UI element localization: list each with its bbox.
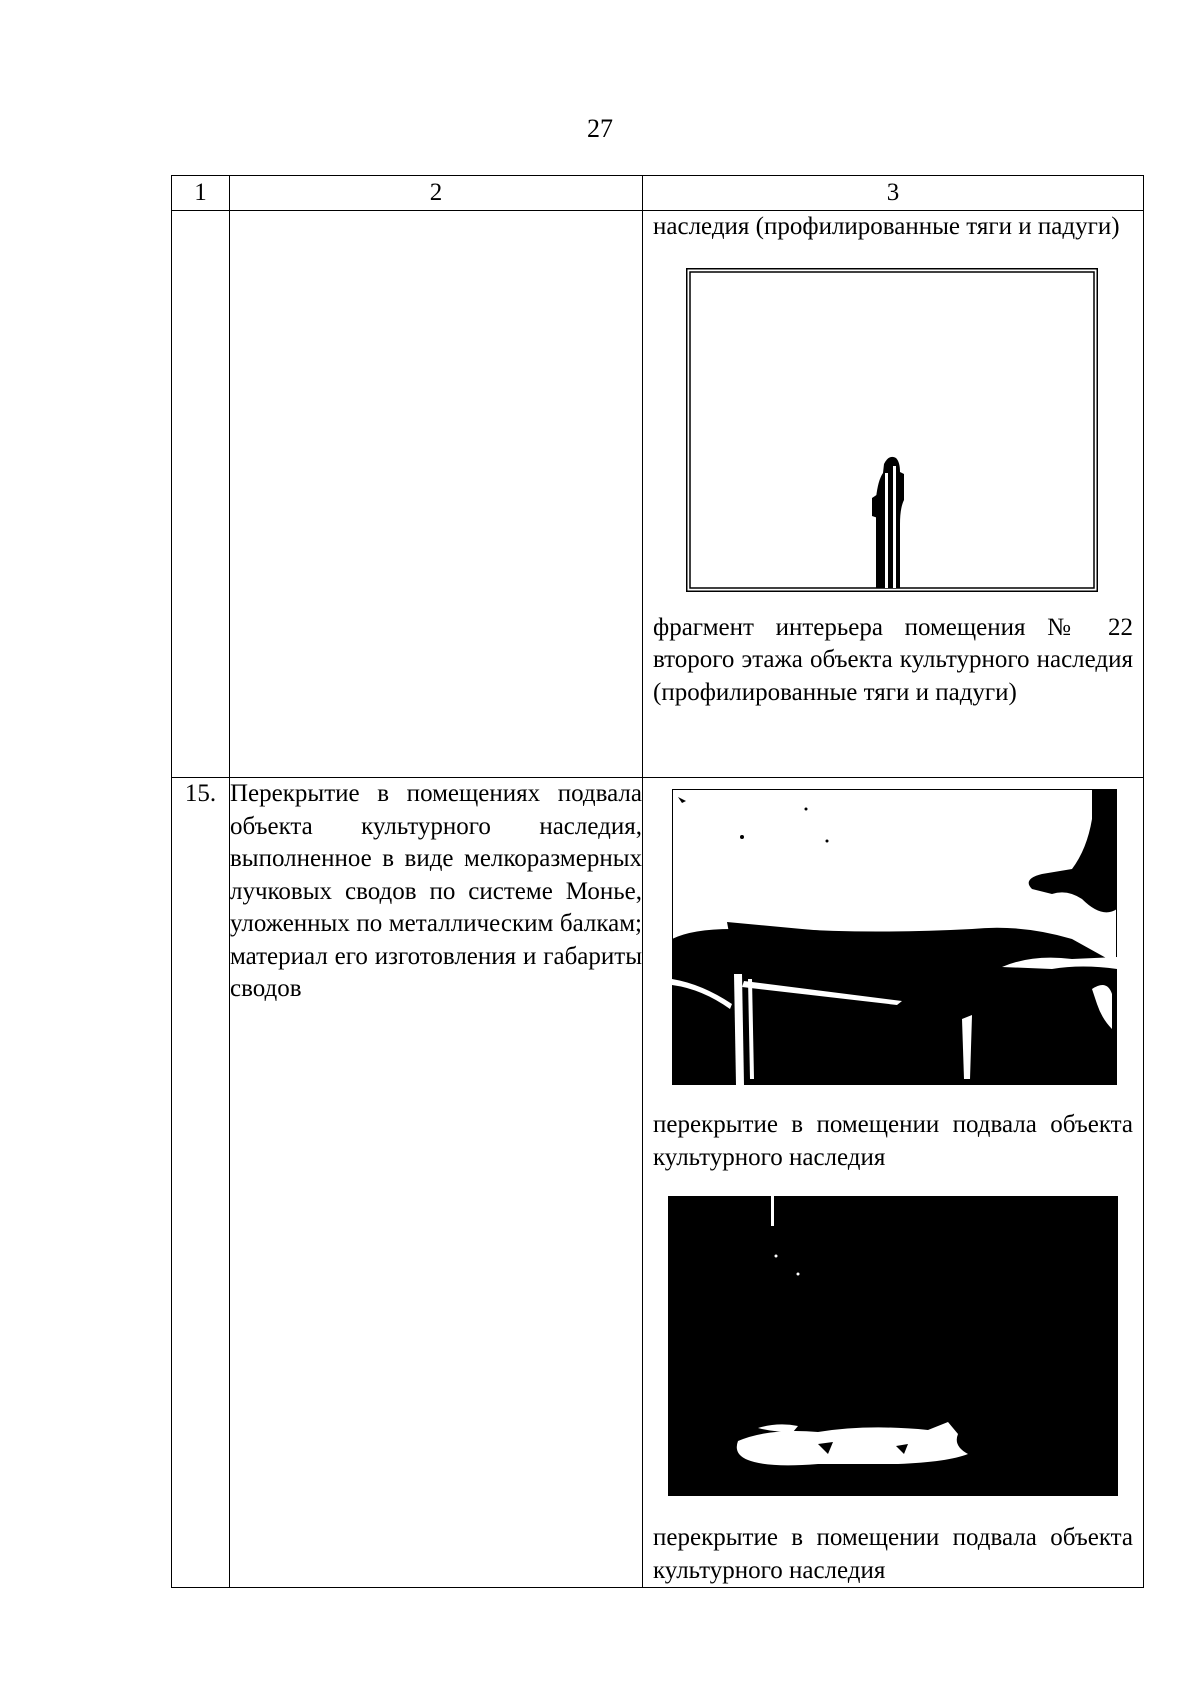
basement-photo-1-caption: перекрытие в помещении подвала объекта культурного наследия bbox=[653, 1111, 1133, 1171]
document-table bbox=[171, 175, 1144, 1588]
row-15-media-cell bbox=[643, 778, 1144, 1588]
header-col-2: 2 bbox=[230, 176, 643, 211]
header-col-1: 1 bbox=[172, 176, 230, 211]
table-row-continued bbox=[172, 211, 1144, 778]
row-continued-number-cell bbox=[172, 211, 230, 778]
page-number: 27 bbox=[587, 114, 613, 143]
row-15-number: 15. bbox=[172, 778, 230, 1588]
table-row-15 bbox=[172, 778, 1144, 1588]
basement-photo-2-caption: перекрытие в помещении подвала объекта культурного наследия bbox=[653, 1524, 1133, 1584]
continued-photo-caption: фрагмент интерьера помещения № 22 второго этажа объекта культурного наследия (профилированные тяги и падуги) bbox=[653, 613, 1133, 706]
basement-photo-1 bbox=[672, 789, 1143, 1085]
row-15-description: Перекрытие в помещениях подвала объекта культурного наследия, выполненное в виде мелкоразмерных лучковых сводов по системе Монье, уложенных по металлическим балкам; материал его изготовления и габариты сводов bbox=[230, 778, 643, 1588]
row-continued-description-cell bbox=[230, 211, 643, 778]
continued-top-text: наследия (профилированные тяги и падуги) bbox=[653, 213, 1120, 240]
table-header-row bbox=[172, 176, 1144, 211]
row-continued-media-cell bbox=[643, 211, 1144, 778]
basement-photo-2 bbox=[668, 1196, 1143, 1496]
interior-photo-room-22 bbox=[686, 268, 1143, 592]
header-col-3: 3 bbox=[643, 176, 1144, 211]
